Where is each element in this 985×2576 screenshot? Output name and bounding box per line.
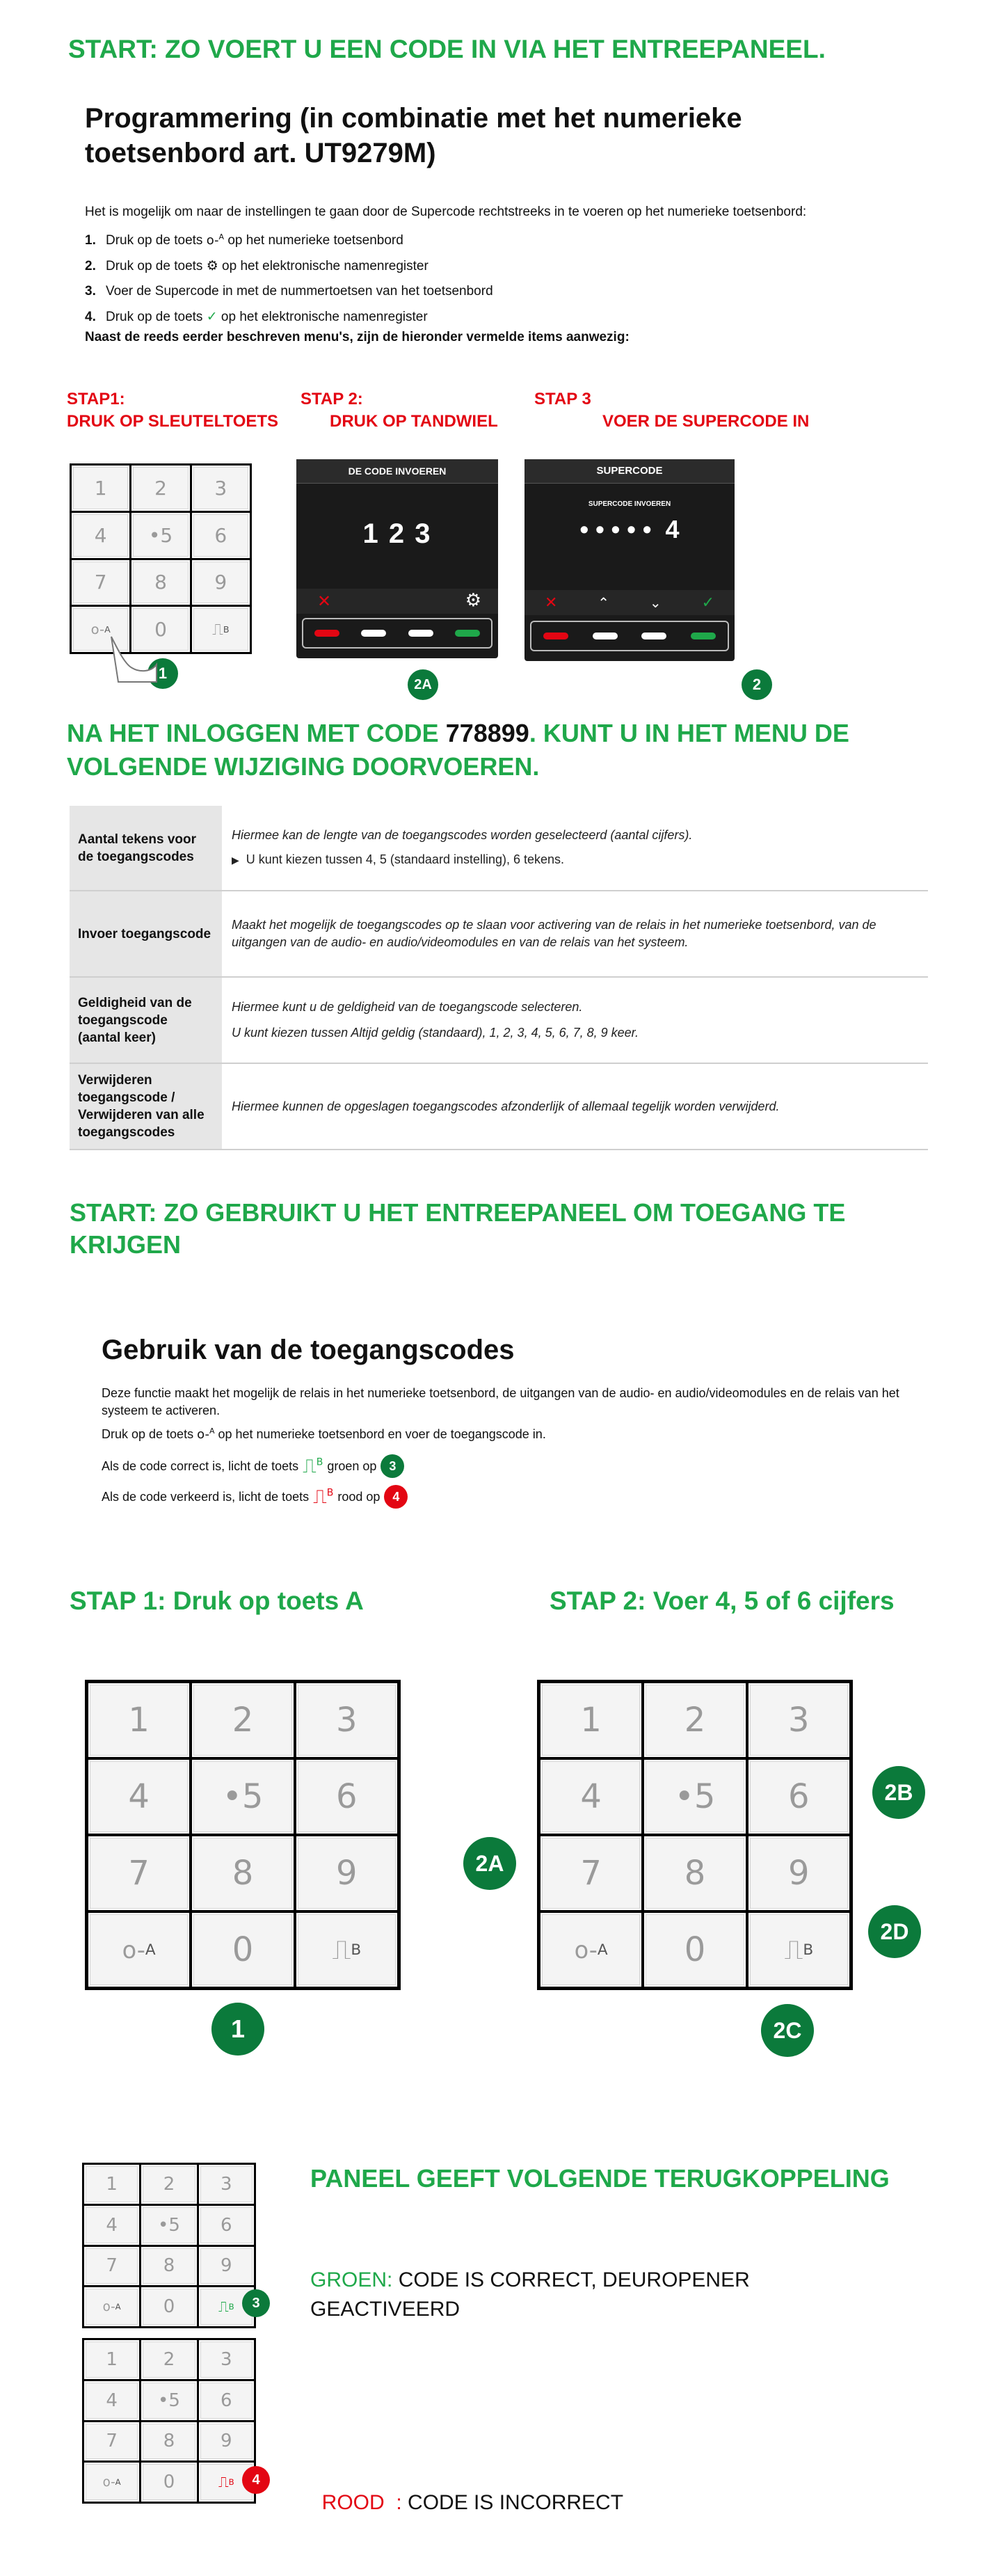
badge-2c: 2C	[761, 2004, 814, 2057]
step1-label	[67, 388, 278, 433]
badge-4-usage: 4	[384, 1485, 408, 1509]
table-desc	[222, 806, 928, 891]
key-label: •5	[158, 2214, 180, 2236]
stap1-heading: STAP 1: Druk op toets A	[70, 1587, 364, 1615]
key-4[interactable]	[540, 1760, 641, 1834]
close-icon: ✕	[544, 594, 558, 612]
key-label: 4	[94, 523, 107, 547]
bell-key-icon: ⎍	[218, 2298, 229, 2315]
key-label: 6	[788, 1777, 810, 1816]
key-a[interactable]	[84, 2463, 139, 2502]
badge-3-feedback: 3	[242, 2289, 270, 2317]
key-9[interactable]	[199, 2247, 254, 2286]
step3-label-line1: STAP 3	[534, 390, 591, 408]
chevron-down-icon: ⌄	[649, 594, 662, 611]
usage-p4	[102, 1485, 408, 1509]
usage-p1: Deze functie maakt het mogelijk de relais in het numerieke toetsenbord, de uitgangen van de audio- en audio/videomodules en de relais van het systeem te activeren.	[102, 1386, 899, 1417]
key-7[interactable]	[84, 2422, 139, 2461]
key-label: 3	[214, 476, 227, 500]
key-label: 2	[163, 2173, 175, 2195]
key-7[interactable]	[84, 2247, 139, 2286]
key-3[interactable]	[199, 2165, 254, 2204]
keypad-feedback-red	[82, 2338, 256, 2504]
key-label: 4	[106, 2214, 118, 2236]
red-button[interactable]	[543, 633, 568, 639]
prog-step-4	[85, 304, 493, 330]
table-desc-text: Hiermee kan de lengte van de toegangscodes worden geselecteerd (aantal cijfers).	[232, 827, 693, 842]
key-8[interactable]	[141, 2247, 196, 2286]
key-label: 9	[221, 2255, 232, 2277]
key-label: 7	[94, 571, 107, 594]
key-b[interactable]	[192, 607, 250, 652]
heading-after-login	[67, 717, 849, 784]
key-label: 8	[163, 2255, 175, 2277]
key-0[interactable]	[141, 2287, 196, 2326]
bell-key-icon: ⎍	[218, 2473, 229, 2490]
hand-icon	[104, 630, 160, 685]
white-button[interactable]	[361, 630, 386, 637]
heading-after-login-line1	[67, 717, 849, 750]
key-label: 0	[154, 618, 167, 642]
key-label: •5	[158, 2390, 180, 2411]
table-desc	[222, 977, 928, 1063]
key-label: 1	[128, 1701, 150, 1740]
bell-key-icon: ⎍	[332, 1934, 351, 1966]
keypad-large-right	[537, 1680, 853, 1990]
step-text: op het elektronische namenregister	[221, 310, 428, 324]
key-label: 3	[788, 1701, 810, 1740]
key-5[interactable]	[644, 1760, 745, 1834]
badge-1-mid: 1	[211, 2003, 264, 2056]
key-6[interactable]	[192, 513, 250, 558]
key-label: 4	[128, 1777, 150, 1816]
panel2-titlebar: SUPERCODE	[524, 459, 735, 484]
key-7[interactable]	[88, 1836, 189, 1910]
usage-text: Als de code verkeerd is, licht de toets	[102, 1489, 310, 1504]
key-label: 3	[221, 2173, 232, 2195]
prog-step-3	[85, 279, 493, 304]
key-b[interactable]	[748, 1913, 849, 1987]
key-label: •5	[674, 1777, 716, 1816]
red-button[interactable]	[314, 630, 339, 637]
green-button[interactable]	[691, 633, 716, 639]
key-label: 1	[94, 476, 107, 500]
step-text: Druk op de toets	[106, 259, 203, 273]
table-row	[70, 977, 928, 1063]
prog-step-1	[85, 225, 493, 253]
panel2-code: • • • • • 4	[579, 515, 680, 543]
badge-2b: 2B	[872, 1766, 925, 1819]
key-icon: o-	[574, 1936, 598, 1964]
usage-text: groen op	[327, 1458, 377, 1473]
usage-p3	[102, 1454, 404, 1478]
badge-2-top: 2	[742, 669, 772, 700]
key-label: 7	[106, 2431, 118, 2452]
key-label: A	[115, 2477, 121, 2488]
key-9[interactable]	[296, 1836, 397, 1910]
panel1-buttons	[302, 618, 492, 649]
key-label: 3	[336, 1701, 358, 1740]
table-key: Geldigheid van de toegangscode (aantal keer)	[70, 977, 222, 1063]
key-label: 2	[232, 1701, 254, 1740]
key-label: B	[228, 2302, 234, 2312]
heading-text: NA HET INLOGGEN MET CODE	[67, 719, 446, 747]
table-desc: Maakt het mogelijk de toegangscodes op te slaan voor activering van de relais in het numerieke toetsenbord, van de uitgangen van de audio- en audio/videomodules en van de relais van het systeem.	[222, 891, 928, 977]
key-a[interactable]	[84, 2287, 139, 2326]
key-b[interactable]	[296, 1913, 397, 1987]
key-label: B	[803, 1941, 814, 1959]
key-label: 6	[336, 1777, 358, 1816]
key-1[interactable]	[84, 2340, 139, 2379]
key-label: 7	[580, 1854, 602, 1893]
usage-text: op het numerieke toetsenbord en voer de toegangscode in.	[218, 1427, 546, 1441]
key-label: A	[597, 1941, 608, 1959]
usage-text: Druk op de toets	[102, 1427, 194, 1441]
key-label: 6	[221, 2214, 232, 2236]
key-label: 2	[684, 1701, 706, 1740]
badge-3-usage: 3	[381, 1454, 404, 1478]
key-label: A	[145, 1941, 156, 1959]
step-text: op het elektronische namenregister	[222, 259, 429, 273]
bell-key-red-icon: ⎍$^B$	[313, 1485, 334, 1508]
table-row	[70, 806, 928, 891]
key-8[interactable]	[131, 560, 189, 605]
key-icon: o-	[102, 2299, 115, 2314]
badge-2d: 2D	[868, 1905, 921, 1958]
key-a[interactable]	[540, 1913, 641, 1987]
key-9[interactable]	[192, 560, 250, 605]
key-6[interactable]	[199, 2206, 254, 2245]
key-icon: o-	[122, 1936, 145, 1964]
badge-2a: 2A	[463, 1837, 516, 1890]
white-button[interactable]	[641, 633, 666, 639]
key-3[interactable]	[199, 2340, 254, 2379]
feedback-red	[310, 2467, 623, 2515]
key-0[interactable]	[141, 2463, 196, 2502]
key-7[interactable]	[540, 1836, 641, 1910]
key-label: 9	[221, 2431, 232, 2452]
key-a[interactable]	[88, 1913, 189, 1987]
key-1[interactable]	[88, 1683, 189, 1757]
usage-text: rood op	[337, 1489, 381, 1504]
green-button[interactable]	[455, 630, 480, 637]
table-desc-text: Hiermee kunt u de geldigheid van de toegangscode selecteren.	[232, 1000, 583, 1014]
step1-label-line2: DRUK OP SLEUTELTOETS	[67, 412, 279, 431]
step2-label-line1: STAP 2:	[301, 390, 363, 408]
key-icon: o-	[90, 621, 105, 638]
panel2-buttons	[530, 621, 729, 651]
play-icon: ▶	[232, 854, 239, 866]
key-4[interactable]	[88, 1760, 189, 1834]
heading-start-access-line2: KRIJGEN	[70, 1230, 182, 1259]
feedback-green-label: GROEN:	[310, 2268, 393, 2291]
key-2[interactable]	[644, 1683, 745, 1757]
white-button[interactable]	[593, 633, 618, 639]
gear-icon: ⚙	[465, 590, 481, 611]
prog-steps	[85, 225, 493, 330]
feedback-title: PANEEL GEEFT VOLGENDE TERUGKOPPELING	[310, 2164, 890, 2193]
key-icon: o-	[102, 2474, 115, 2490]
step2-label-line2: DRUK OP TANDWIEL	[330, 412, 498, 431]
table-desc-bullet	[232, 851, 918, 870]
key-label: 8	[154, 571, 167, 594]
prog-title-line1: Programmering (in combinatie met het numerieke	[85, 103, 742, 134]
prog-note: Naast de reeds eerder beschreven menu's, zijn de hieronder vermelde items aanwezig:	[85, 330, 630, 344]
table-desc: Hiermee kunnen de opgeslagen toegangscodes afzonderlijk of allemaal tegelijk worden verwijderd.	[222, 1063, 928, 1150]
keypad-large-left	[85, 1680, 401, 1990]
prog-step-2	[85, 253, 493, 279]
keypad-top	[70, 463, 252, 654]
feedback-red-label: ROOD :	[321, 2491, 402, 2514]
step-num: 3.	[85, 284, 96, 299]
feedback-green-text: CODE IS CORRECT, DEUROPENER	[392, 2268, 750, 2291]
step-num: 1.	[85, 233, 96, 248]
key-2[interactable]	[141, 2165, 196, 2204]
table-desc-text2: U kunt kiezen tussen 4, 5 (standaard instelling), 6 tekens.	[246, 852, 565, 866]
key-label: 9	[788, 1854, 810, 1893]
heading-text: . KUNT U IN HET MENU DE	[529, 719, 849, 747]
key-label: 1	[106, 2173, 118, 2195]
table-key: Invoer toegangscode	[70, 891, 222, 977]
check-icon: ✓	[701, 594, 715, 612]
heading-start-code: START: ZO VOERT U EEN CODE IN VIA HET ENTREEPANEEL.	[68, 35, 826, 63]
key-0[interactable]	[192, 1913, 293, 1987]
key-2[interactable]	[141, 2340, 196, 2379]
key-label: 0	[163, 2472, 175, 2493]
badge-2a-top: 2A	[408, 669, 438, 700]
close-icon: ✕	[317, 591, 332, 611]
key-label: 9	[336, 1854, 358, 1893]
table-row	[70, 1063, 928, 1150]
key-label: 0	[684, 1930, 706, 1969]
gear-icon: ⚙	[206, 258, 218, 273]
key-6[interactable]	[199, 2381, 254, 2420]
key-6[interactable]	[296, 1760, 397, 1834]
key-icon: o-$^A$	[197, 1426, 215, 1442]
usage-title: Gebruik van de toegangscodes	[102, 1335, 515, 1365]
usage-text: Als de code correct is, licht de toets	[102, 1458, 299, 1473]
key-label: •5	[148, 523, 173, 547]
key-8[interactable]	[141, 2422, 196, 2461]
key-7[interactable]	[72, 560, 129, 605]
step-text: op het numerieke toetsenbord	[227, 233, 403, 248]
chevron-up-icon: ⌃	[598, 594, 610, 611]
feedback-green	[310, 2266, 750, 2324]
key-9[interactable]	[199, 2422, 254, 2461]
panel2-iconbar	[524, 590, 735, 615]
key-label: 3	[221, 2348, 232, 2370]
keypad-feedback-green	[82, 2163, 256, 2328]
key-label: 2	[163, 2348, 175, 2370]
step-num: 4.	[85, 310, 96, 324]
white-button[interactable]	[408, 630, 433, 637]
key-label: 9	[214, 571, 227, 594]
step3-label-line2: VOER DE SUPERCODE IN	[602, 412, 810, 431]
panel-code-entry	[296, 459, 498, 658]
key-label: 6	[221, 2390, 232, 2411]
key-3[interactable]	[296, 1683, 397, 1757]
key-label: 1	[580, 1701, 602, 1740]
settings-table	[70, 806, 928, 1150]
key-label: 4	[580, 1777, 602, 1816]
key-1[interactable]	[72, 466, 129, 511]
key-label: 0	[163, 2296, 175, 2318]
key-4[interactable]	[84, 2381, 139, 2420]
key-label: 8	[163, 2431, 175, 2452]
step-text: Druk op de toets	[106, 310, 203, 324]
key-label: A	[104, 624, 111, 635]
key-3[interactable]	[748, 1683, 849, 1757]
key-label: 6	[214, 523, 227, 547]
key-label: B	[351, 1941, 362, 1959]
feedback-green-line1	[310, 2266, 750, 2295]
step-text: Druk op de toets	[106, 233, 203, 248]
bell-key-icon: ⎍	[784, 1934, 803, 1966]
key-label: A	[115, 2302, 121, 2312]
key-1[interactable]	[540, 1683, 641, 1757]
panel-supercode	[524, 459, 735, 661]
key-label: •5	[222, 1777, 264, 1816]
step1-label-line1: STAP1:	[67, 390, 125, 408]
key-1[interactable]	[84, 2165, 139, 2204]
key-9[interactable]	[748, 1836, 849, 1910]
key-8[interactable]	[644, 1836, 745, 1910]
login-code: 778899	[445, 719, 529, 747]
check-icon: ✓	[206, 309, 218, 324]
key-4[interactable]	[84, 2206, 139, 2245]
key-3[interactable]	[192, 466, 250, 511]
stap2-heading: STAP 2: Voer 4, 5 of 6 cijfers	[550, 1587, 895, 1615]
step2-label	[301, 388, 498, 433]
panel1-iconbar	[296, 589, 498, 614]
bell-key-icon: ⎍	[212, 620, 223, 639]
key-5[interactable]	[131, 513, 189, 558]
feedback-red-text: CODE IS INCORRECT	[401, 2491, 624, 2514]
prog-title-line2: toetsenbord art. UT9279M)	[85, 138, 436, 168]
key-5[interactable]	[192, 1760, 293, 1834]
panel1-code: 1 2 3	[362, 518, 432, 549]
panel2-subtitle: SUPERCODE INVOEREN	[588, 500, 671, 508]
key-label: 8	[684, 1854, 706, 1893]
key-2[interactable]	[131, 466, 189, 511]
key-label: 1	[106, 2348, 118, 2370]
key-6[interactable]	[748, 1760, 849, 1834]
key-2[interactable]	[192, 1683, 293, 1757]
badge-1-top: 1	[147, 658, 178, 689]
key-4[interactable]	[72, 513, 129, 558]
prog-intro: Het is mogelijk om naar de instellingen te gaan door de Supercode rechtstreeks in te voeren op het numerieke toetsenbord:	[85, 205, 807, 219]
heading-start-access-line1: START: ZO GEBRUIKT U HET ENTREEPANEEL OM TOEGANG TE	[70, 1198, 846, 1227]
key-label: 7	[128, 1854, 150, 1893]
table-key: Verwijderen toegangscode / Verwijderen van alle toegangscodes	[70, 1063, 222, 1150]
table-desc-text2: U kunt kiezen tussen Altijd geldig (standaard), 1, 2, 3, 4, 5, 6, 7, 8, 9 keer.	[232, 1026, 639, 1040]
key-label: B	[223, 624, 230, 635]
bell-key-green-icon: ⎍$^B$	[303, 1454, 323, 1477]
key-5[interactable]	[141, 2381, 196, 2420]
prog-title	[85, 101, 742, 170]
key-label: 0	[232, 1930, 254, 1969]
badge-4-feedback: 4	[242, 2466, 270, 2494]
heading-after-login-line2: VOLGENDE WIJZIGING DOORVOEREN.	[67, 752, 540, 781]
panel1-titlebar: DE CODE INVOEREN	[296, 459, 498, 484]
step-text: Voer de Supercode in met de nummertoetsen van het toetsenbord	[106, 284, 493, 299]
key-0[interactable]	[644, 1913, 745, 1987]
key-5[interactable]	[141, 2206, 196, 2245]
feedback-green-line2: GEACTIVEERD	[310, 2298, 461, 2321]
table-row	[70, 891, 928, 977]
key-label: 2	[154, 476, 167, 500]
usage-p2	[102, 1426, 546, 1442]
key-label: B	[228, 2477, 234, 2488]
key-8[interactable]	[192, 1836, 293, 1910]
key-label: 4	[106, 2390, 118, 2411]
table-key: Aantal tekens voor de toegangscodes	[70, 806, 222, 891]
heading-start-access	[70, 1197, 845, 1261]
key-label: 8	[232, 1854, 254, 1893]
step-num: 2.	[85, 259, 96, 273]
key-label: 7	[106, 2255, 118, 2277]
step3-label	[534, 388, 809, 433]
key-icon: o-$^A$	[206, 232, 225, 248]
